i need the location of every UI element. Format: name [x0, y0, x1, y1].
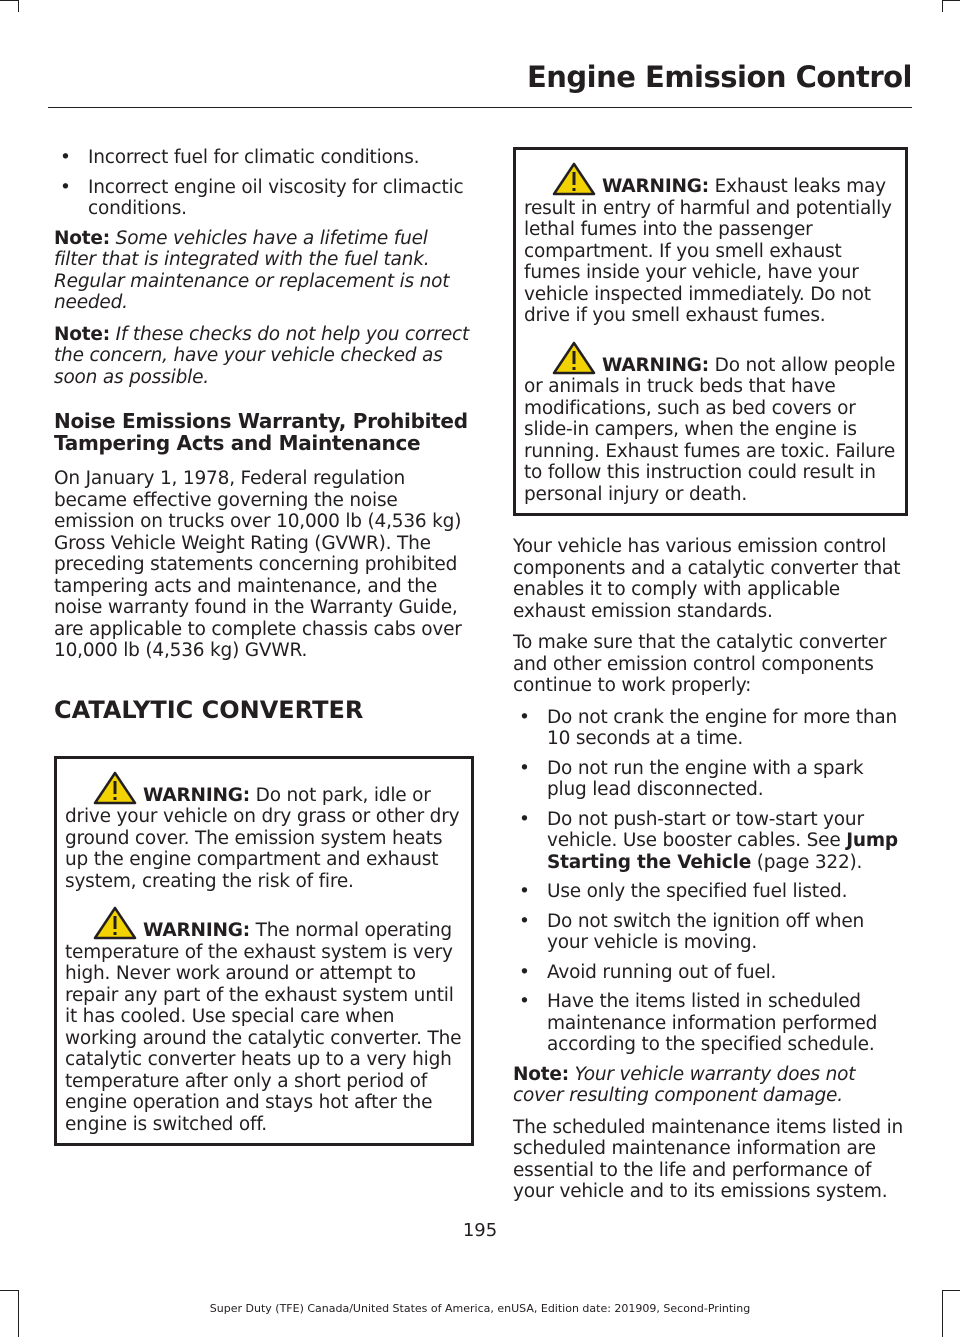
paragraph: The scheduled maintenance items listed in scheduled maintenance information are essential to the life and performance of your vehicle and to its emissions system.	[513, 1116, 904, 1202]
note-text: Some vehicles have a lifetime fuel filter that is integrated with the fuel tank. Regular maintenance or replacement is not needed.	[54, 227, 450, 313]
warning-text: The normal operating temperature of the exhaust system is very high. Never work around or attempt to repair any part of the exhaust system until it has cooled. Use special care when working around the catalytic converter. The catalytic converter heats up to a very high temperature after only a short period of engine operation and stays hot after the engine is switched off.	[65, 920, 462, 1135]
list-item	[54, 147, 474, 169]
paragraph: Your vehicle has various emission control components and a catalytic converter that enables it to comply with applicable exhaust emission standards.	[513, 536, 901, 622]
note-label: Note:	[54, 323, 110, 345]
list-item	[513, 758, 908, 801]
list-item	[513, 991, 908, 1056]
list-item	[513, 707, 908, 750]
page-reference: (page 322).	[751, 851, 863, 873]
bullet-glyph: •	[519, 991, 530, 1012]
subheading: Noise Emissions Warranty, Prohibited Tampering Acts and Maintenance	[54, 409, 468, 455]
crop-mark	[0, 1290, 18, 1291]
footer-edition-info: Super Duty (TFE) Canada/United States of America, enUSA, Edition date: 201909, Second-Printing	[209, 1302, 751, 1315]
crop-mark	[942, 1290, 960, 1291]
list-item-text: Have the items listed in scheduled maintenance information performed according to the specified schedule.	[547, 991, 878, 1055]
left-column	[54, 147, 474, 1166]
list-item	[54, 177, 474, 220]
header-rule	[48, 107, 912, 108]
bullet-glyph: •	[60, 147, 71, 168]
note-label: Note:	[513, 1063, 569, 1085]
section-title: CATALYTIC CONVERTER	[54, 695, 364, 724]
list-item	[513, 881, 908, 903]
bullet-glyph: •	[519, 706, 530, 728]
list-item	[513, 809, 908, 874]
warning-triangle-icon	[552, 162, 596, 196]
note-text: If these checks do not help you correct the concern, have your vehicle checked as soon as possible.	[54, 323, 470, 388]
warning	[524, 341, 897, 506]
warning-box	[54, 756, 474, 1147]
warning-box	[513, 147, 908, 516]
warning-triangle-icon	[93, 906, 137, 940]
warning	[524, 162, 897, 327]
page-number: 195	[462, 1220, 498, 1241]
bullet-glyph: •	[519, 910, 530, 932]
crop-mark	[0, 0, 18, 1]
list-item-text: Avoid running out of fuel.	[547, 961, 777, 983]
crop-mark	[942, 0, 943, 12]
list-item-text: Do not run the engine with a spark plug lead disconnected.	[547, 757, 864, 800]
warning-label: WARNING:	[602, 354, 709, 376]
warning-label: WARNING:	[143, 920, 250, 941]
warning-triangle-icon	[93, 771, 137, 805]
bullet-glyph: •	[519, 881, 530, 902]
list-item-text: Use only the specified fuel listed.	[547, 881, 848, 902]
list-item-text: Do not switch the ignition off when your vehicle is moving.	[547, 910, 865, 953]
crop-mark	[18, 0, 19, 12]
list-item-text: Incorrect fuel for climatic conditions.	[88, 147, 420, 168]
bullet-glyph: •	[519, 808, 530, 830]
warning	[65, 771, 463, 893]
paragraph: On January 1, 1978, Federal regulation became effective governing the noise emission on trucks over 10,000 lb (4,536 kg) Gross Vehicle Weight Rating (GVWR). The preceding statements concerning prohibited tampering acts and maintenance, and the noise warranty found in the Warranty Guide, are applicable to complete chassis cabs over 10,000 lb (4,536 kg) GVWR.	[54, 468, 462, 661]
list-item	[513, 911, 908, 954]
note-label: Note:	[54, 227, 110, 249]
jump-starting-link[interactable]: Jump Starting the Vehicle	[547, 830, 898, 873]
right-column	[513, 147, 908, 1213]
list-item	[513, 962, 908, 984]
warning-text: Exhaust leaks may result in entry of harmful and potentially lethal fumes into the passenger compartment. If you smell exhaust fumes inside your vehicle, have your vehicle inspected immediately. Do not drive if you smell exhaust fumes.	[524, 176, 892, 326]
bullet-glyph: •	[519, 757, 530, 779]
note	[54, 324, 474, 389]
warning	[65, 906, 463, 1135]
page-header-title: Engine Emission Control	[526, 60, 912, 94]
warning-label: WARNING:	[143, 784, 250, 806]
note-text: Your vehicle warranty does not cover resulting component damage.	[513, 1063, 856, 1106]
note	[513, 1064, 908, 1107]
warning-label: WARNING:	[602, 176, 709, 197]
warning-text: Do not park, idle or drive your vehicle on dry grass or other dry ground cover. The emission system heats up the engine compartment and exhaust system, creating the risk of fire.	[65, 784, 460, 892]
list-item-text: Incorrect engine oil viscosity for climactic conditions.	[88, 176, 464, 219]
note	[54, 228, 474, 314]
warning-triangle-icon	[552, 341, 596, 375]
bullet-glyph: •	[519, 961, 530, 983]
warning-text: Do not allow people or animals in truck beds that have modifications, such as bed covers or slide-in campers, when the engine is running. Exhaust fumes are toxic. Failure to follow this instruction could result in personal injury or death.	[524, 354, 896, 505]
bullet-glyph: •	[60, 176, 71, 198]
list-item-text: Do not push-start or tow-start your vehicle. Use booster cables. See	[547, 808, 864, 851]
list-item-text: Do not crank the engine for more than 10 seconds at a time.	[547, 706, 898, 749]
crop-mark	[942, 0, 960, 1]
bullet-list	[54, 147, 474, 220]
paragraph: To make sure that the catalytic converter and other emission control components continue to work properly:	[513, 632, 887, 696]
bullet-list	[513, 707, 908, 1056]
